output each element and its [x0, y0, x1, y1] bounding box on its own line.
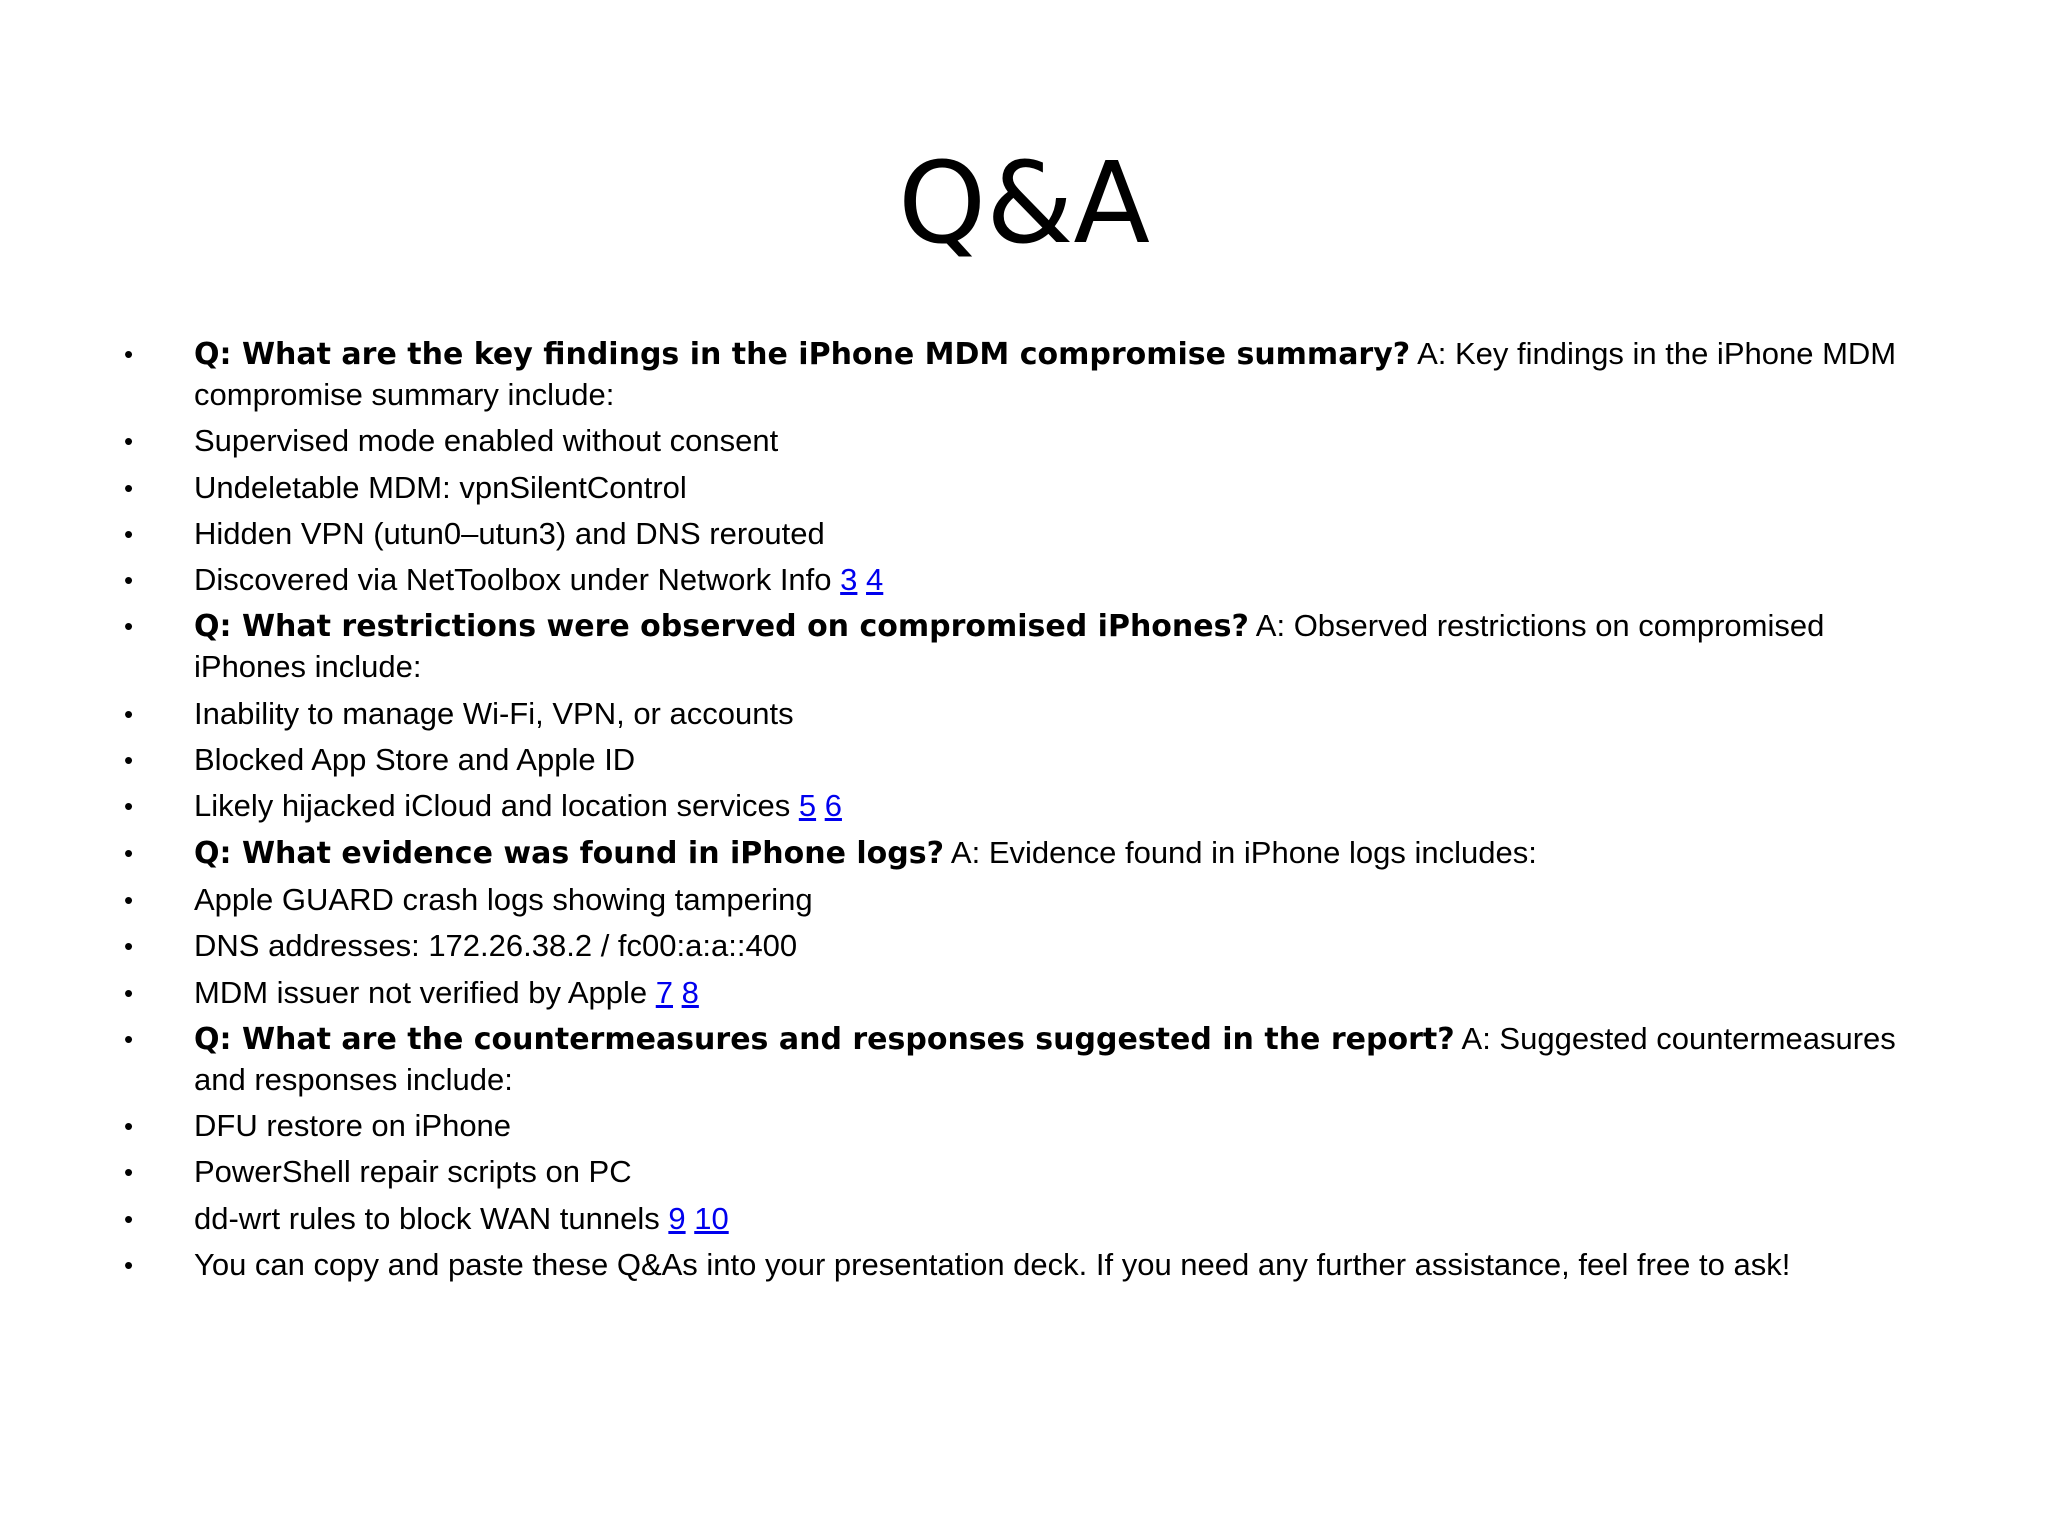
qa-answer-item	[120, 1199, 1920, 1239]
qa-answer-item	[120, 880, 1920, 920]
qa-answer-item	[120, 1106, 1920, 1146]
reference-link[interactable]: 8	[681, 974, 699, 1010]
bullet-text: Discovered via NetToolbox under Network Info	[194, 562, 841, 598]
bullet-icon: •	[124, 426, 134, 457]
bullet-icon: •	[124, 931, 134, 962]
slide-title: Q&A	[897, 139, 1151, 269]
bullet-text: Inability to manage Wi-Fi, VPN, or accounts	[194, 695, 794, 731]
reference-link[interactable]: 4	[866, 562, 884, 598]
reference-link[interactable]: 9	[668, 1200, 686, 1236]
bullet-text: Supervised mode enabled without consent	[194, 423, 779, 459]
reference-link[interactable]: 3	[840, 562, 858, 598]
bullet-text: Hidden VPN (utun0–utun3) and DNS rerouted	[194, 515, 825, 551]
bullet-text: DNS addresses: 172.26.38.2 / fc00:a:a::400	[194, 928, 798, 964]
answer-text: A: Suggested countermeasures and responses include:	[194, 1020, 1896, 1097]
qa-answer-item	[120, 694, 1920, 734]
question-text: Q: What evidence was found in iPhone logs?	[194, 835, 945, 871]
bullet-icon: •	[124, 1157, 134, 1188]
reference-link[interactable]: 6	[824, 788, 842, 824]
answer-text: A: Observed restrictions on compromised iPhones include:	[194, 608, 1825, 685]
bullet-text: DFU restore on iPhone	[194, 1108, 512, 1144]
qa-question-item	[120, 1019, 1920, 1100]
question-text: Q: What are the key findings in the iPhone MDM compromise summary?	[194, 337, 1411, 372]
bullet-text: You can copy and paste these Q&As into your presentation deck. If you need any further assistance, feel free to ask!	[194, 1247, 1791, 1283]
qa-answer-item	[120, 1152, 1920, 1192]
qa-question-item	[120, 606, 1920, 687]
qa-answer-item	[120, 786, 1920, 826]
reference-link[interactable]: 10	[694, 1200, 729, 1236]
qa-answer-item	[120, 421, 1920, 461]
bullet-icon: •	[124, 698, 134, 729]
reference-link[interactable]: 5	[798, 788, 817, 824]
qa-answer-item	[120, 973, 1920, 1013]
reference-link[interactable]: 7	[655, 974, 673, 1010]
bullet-icon: •	[124, 745, 134, 776]
bullet-icon: •	[124, 791, 134, 822]
qa-answer-item	[120, 740, 1920, 780]
bullet-icon: •	[124, 1023, 134, 1054]
bullet-icon: •	[124, 1203, 134, 1234]
bullet-icon: •	[124, 837, 134, 868]
bullet-icon: •	[124, 1111, 134, 1142]
qa-answer-item	[120, 514, 1920, 554]
bullet-text: Undeletable MDM: vpnSilentControl	[194, 469, 687, 505]
bullet-icon: •	[124, 977, 134, 1008]
bullet-icon: •	[124, 884, 134, 915]
bullet-text: Blocked App Store and Apple ID	[194, 742, 636, 778]
qa-question-item	[120, 833, 1920, 874]
qa-answer-item	[120, 560, 1920, 600]
bullet-icon: •	[124, 565, 134, 596]
bullet-text: dd-wrt rules to block WAN tunnels	[194, 1200, 669, 1236]
bullet-text: MDM issuer not verified by Apple	[194, 974, 656, 1010]
bullet-icon: •	[124, 1250, 134, 1281]
qa-answer-item	[120, 468, 1920, 508]
qa-question-item	[120, 334, 1920, 415]
question-text: Q: What are the countermeasures and responses suggested in the report?	[194, 1021, 1455, 1057]
answer-text: A: Key findings in the iPhone MDM compromise summary include:	[194, 336, 1897, 412]
bullet-list	[120, 334, 1920, 1291]
bullet-text: Apple GUARD crash logs showing tampering	[194, 881, 813, 917]
bullet-text: PowerShell repair scripts on PC	[194, 1154, 632, 1190]
bullet-icon: •	[124, 339, 134, 369]
question-text: Q: What restrictions were observed on compromised iPhones?	[194, 609, 1249, 645]
bullet-icon: •	[124, 472, 134, 503]
bullet-text: Likely hijacked iCloud and location services	[194, 788, 799, 824]
bullet-icon: •	[124, 518, 134, 549]
qa-answer-item	[120, 1245, 1920, 1285]
bullet-icon: •	[124, 611, 134, 642]
qa-answer-item	[120, 926, 1920, 966]
answer-text: A: Evidence found in iPhone logs includes:	[944, 834, 1537, 870]
